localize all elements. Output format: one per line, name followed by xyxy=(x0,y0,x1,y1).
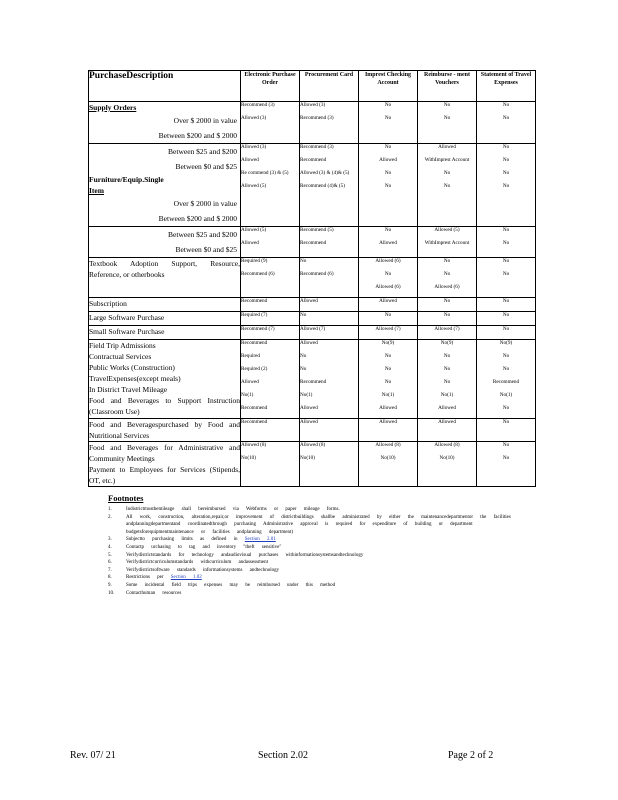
cell-value: Allowed (6) xyxy=(434,284,460,290)
footnote-text: All work, construction, alteration,repair,or improvement of districtbuildings shallbe administrated by either the maintenancedepartmentor the facilities andplanningdepartmentand coordinatedthrough purchasing Administrative approval is required for expenditure of building or department budgetsforequipmentmaintenance or facilities andplanning department) xyxy=(126,514,511,535)
method-cell xyxy=(477,419,536,442)
table-row xyxy=(89,102,536,144)
table-row xyxy=(89,326,536,340)
table-row xyxy=(89,419,536,442)
method-cell xyxy=(418,442,477,487)
cell-value: No xyxy=(384,102,392,108)
cell-value: No xyxy=(300,258,307,264)
method-cell xyxy=(418,227,477,258)
table-row xyxy=(89,258,536,298)
description-line: Textbook Adoption Support, Resource, Reference, or otherbooks xyxy=(89,259,240,279)
cell-value: Allowed xyxy=(241,157,259,163)
cell-value: No xyxy=(502,258,510,264)
footnote-item xyxy=(108,514,535,537)
description-line: Between $25 and $200 xyxy=(168,147,237,156)
method-cell xyxy=(477,227,536,258)
footnotes-section xyxy=(88,493,535,597)
cell-value: No(9) xyxy=(440,340,454,346)
cell-value: Allowed xyxy=(241,379,259,385)
cell-value: Allowed xyxy=(379,419,397,425)
method-cell xyxy=(241,419,300,442)
cell-value: No xyxy=(502,115,510,121)
method-cell xyxy=(418,312,477,326)
header-procurement-card: Procurement Card xyxy=(300,71,359,102)
cell-value: WithImprest Account xyxy=(424,157,470,163)
cell-value: Recommend xyxy=(300,157,327,163)
cell-value: Required xyxy=(241,353,261,359)
method-cell xyxy=(300,340,359,419)
description-line: Payment to Employees for Services (Stipends, OT, etc.) xyxy=(89,465,240,485)
method-cell xyxy=(241,258,300,298)
row-description xyxy=(89,442,241,487)
method-cell xyxy=(359,102,418,144)
cell-value: No xyxy=(502,419,510,425)
footnote-item xyxy=(108,582,535,590)
cell-value: No xyxy=(443,379,451,385)
cell-value: Allowed xyxy=(300,419,318,425)
cell-value: No xyxy=(502,183,510,189)
footnote-number: 2. xyxy=(108,514,112,520)
footnote-text: Verifydistrictsoftware standards informationsystems andtechnology xyxy=(126,567,280,573)
cell-value: No(10) xyxy=(439,455,455,461)
cell-value: Recommend xyxy=(241,405,268,411)
cell-value: Recommend xyxy=(241,419,268,425)
method-cell xyxy=(359,442,418,487)
cell-value: Allowed (7) xyxy=(375,326,401,332)
footnotes-title: Footnotes xyxy=(108,493,144,503)
cell-value: No(1) xyxy=(499,392,513,398)
cell-value: No xyxy=(443,183,451,189)
footnote-item xyxy=(108,590,535,598)
method-cell xyxy=(418,258,477,298)
cell-value: Recommend (4)& (5) xyxy=(300,183,345,189)
cell-value: Allowed xyxy=(379,405,397,411)
table-row xyxy=(89,227,536,258)
method-cell xyxy=(359,312,418,326)
footnote-item xyxy=(108,559,535,567)
cell-value: Re commend (3) & (5) xyxy=(241,170,289,176)
cell-value: No(10) xyxy=(380,455,396,461)
cell-value: Required (9) xyxy=(241,258,268,264)
method-cell xyxy=(359,298,418,312)
method-cell xyxy=(359,326,418,340)
description-line: Food and Beverages to Support Instruction (Classroom Use) xyxy=(89,396,240,416)
cell-value: No xyxy=(502,240,510,246)
cell-value: No xyxy=(384,183,392,189)
method-cell xyxy=(241,102,300,144)
cell-value: No xyxy=(300,353,307,359)
cell-value: No xyxy=(443,353,451,359)
cell-value: Allowed (3) xyxy=(300,102,326,108)
document-page xyxy=(88,70,535,597)
cell-value: Recommend xyxy=(492,379,520,385)
cell-value: No(9) xyxy=(381,340,395,346)
header-purchase-description: PurchaseDescription xyxy=(89,71,241,102)
footnote-number: 3. xyxy=(108,537,112,543)
section-label: Section 2.02 xyxy=(258,750,308,761)
description-line: Field Trip Admissions xyxy=(89,341,156,350)
cell-value: Allowed (8) xyxy=(241,442,267,448)
header-reimbursement-vouchers: Reimburse - ment Vouchers xyxy=(418,71,477,102)
cell-value: No xyxy=(443,366,451,372)
cell-value: No xyxy=(443,271,451,277)
cell-value: No xyxy=(443,102,451,108)
cell-value: Recommend xyxy=(300,240,327,246)
cell-value: No xyxy=(384,170,392,176)
cell-value: Recommend (6) xyxy=(300,271,334,277)
page-number: Page 2 of 2 xyxy=(448,750,494,761)
cell-value: No xyxy=(443,170,451,176)
cell-value: No xyxy=(502,442,510,448)
row-description xyxy=(89,227,241,258)
description-line: Between $200 and $ 2000 xyxy=(158,131,237,140)
cell-value: No xyxy=(502,298,510,304)
method-cell xyxy=(300,102,359,144)
cell-value: No xyxy=(300,312,307,318)
cell-value: WithImprest Account xyxy=(424,240,470,246)
cell-value: Recommend (3) xyxy=(241,102,275,108)
cell-value: No xyxy=(502,455,510,461)
method-cell xyxy=(300,442,359,487)
header-electronic-purchase-order: Electronic Purchase Order xyxy=(241,71,300,102)
cell-value: No xyxy=(502,227,510,233)
method-cell xyxy=(418,326,477,340)
cell-value: No(1) xyxy=(381,392,395,398)
footnote-number: 6. xyxy=(108,560,112,566)
cell-value: Allowed (5) xyxy=(241,227,267,233)
cell-value: Recommend xyxy=(241,340,268,346)
row-description xyxy=(89,340,241,419)
cell-value: No xyxy=(384,144,392,150)
footnote-text: Indistrictmustbemileage shall bereimbursed via Webforms or paper mileage forms. xyxy=(126,507,340,512)
method-cell xyxy=(300,144,359,227)
cell-value: No(1) xyxy=(241,392,254,398)
cell-value: Recommend xyxy=(300,379,327,385)
description-line: Public Works (Construction) xyxy=(89,363,175,372)
method-cell xyxy=(477,312,536,326)
description-line: Large Software Purchase xyxy=(89,313,165,322)
cell-value: Required (2) xyxy=(241,366,268,372)
description-line: Contractual Services xyxy=(89,352,152,361)
cell-value: No xyxy=(502,353,510,359)
description-line: Over $ 2000 in value xyxy=(173,116,237,125)
row-description xyxy=(89,298,241,312)
method-cell xyxy=(359,419,418,442)
cell-value: No xyxy=(502,366,510,372)
cell-value: No xyxy=(384,227,392,233)
method-cell xyxy=(418,298,477,312)
cell-value: Allowed (5) xyxy=(241,183,267,189)
method-cell xyxy=(300,312,359,326)
cell-value: Allowed xyxy=(438,419,456,425)
footnote-number: 7. xyxy=(108,567,112,573)
description-line: TravelExpenses(except meals) xyxy=(89,374,181,383)
method-cell xyxy=(477,102,536,144)
cell-value: Recommend (6) xyxy=(241,271,275,277)
header-statement-of-travel-expenses: Statement of Travel Expenses xyxy=(477,71,536,102)
method-cell xyxy=(300,419,359,442)
row-description xyxy=(89,102,241,144)
method-cell xyxy=(300,298,359,312)
description-line: Food and Beverages for Administrative and Community Meetings xyxy=(89,443,240,463)
method-cell xyxy=(477,144,536,227)
cell-value: No xyxy=(300,366,307,372)
cell-value: Allowed xyxy=(438,405,456,411)
footnote-item xyxy=(108,552,535,560)
table-row xyxy=(89,340,536,419)
description-line: Subscription xyxy=(89,299,127,308)
footnote-item xyxy=(108,567,535,575)
method-cell xyxy=(359,340,418,419)
table-row xyxy=(89,442,536,487)
method-cell xyxy=(241,326,300,340)
method-cell xyxy=(241,442,300,487)
method-cell xyxy=(418,144,477,227)
cell-value: Allowed (8) xyxy=(300,442,326,448)
footnote-text: Contactp urchasing to tag and inventory "theft sensitive" xyxy=(126,544,282,550)
description-line: Small Software Purchase xyxy=(89,327,165,336)
cell-value: Allowed (7) xyxy=(300,326,326,332)
cell-value: No xyxy=(384,271,392,277)
cell-value: Allowed xyxy=(241,240,259,246)
method-cell xyxy=(359,258,418,298)
method-cell xyxy=(477,258,536,298)
row-description xyxy=(89,326,241,340)
revision-label: Rev. 07/ 21 xyxy=(70,750,116,761)
table-row xyxy=(89,144,536,227)
footnote-item xyxy=(108,506,535,514)
cell-value: No xyxy=(384,353,392,359)
cell-value: Allowed (6) xyxy=(375,258,401,264)
cell-value: No xyxy=(502,102,510,108)
method-cell xyxy=(477,442,536,487)
row-description xyxy=(89,419,241,442)
method-cell xyxy=(241,340,300,419)
description-line: Over $ 2000 in value xyxy=(173,199,237,208)
cell-value: Recommend xyxy=(241,298,268,304)
cell-value: Allowed (8) xyxy=(375,442,401,448)
method-cell xyxy=(477,298,536,312)
table-row xyxy=(89,298,536,312)
cell-value: No(1) xyxy=(440,392,454,398)
cell-value: No xyxy=(384,366,392,372)
cell-value: Required (7) xyxy=(241,312,268,318)
cell-value: Allowed xyxy=(379,157,397,163)
description-line: Between $25 and $200 xyxy=(168,230,237,239)
cell-value: No xyxy=(443,312,451,318)
footnote-number: 10. xyxy=(108,590,115,596)
description-line: Between $0 and $25 xyxy=(175,245,237,254)
method-cell xyxy=(241,144,300,227)
cell-value: Allowed (3) & (4)& (5) xyxy=(300,170,350,176)
method-cell xyxy=(477,326,536,340)
footnotes-list xyxy=(108,506,535,597)
cell-value: Allowed xyxy=(300,405,318,411)
method-cell xyxy=(418,419,477,442)
cell-value: Recommend (5) xyxy=(300,227,334,233)
footnote-number: 1. xyxy=(108,507,112,512)
description-line: In District Travel Mileage xyxy=(89,385,168,394)
cell-value: No xyxy=(384,312,392,318)
row-description xyxy=(89,258,241,298)
cell-value: Recommend (3) xyxy=(300,115,334,121)
footnote-item xyxy=(108,536,535,544)
footnote-text: Restrictions per xyxy=(126,575,171,581)
cell-value: Allowed xyxy=(438,144,456,150)
method-cell xyxy=(300,326,359,340)
cell-value: No(1) xyxy=(300,392,313,398)
cell-value: Allowed (5) xyxy=(434,227,460,233)
cell-value: No xyxy=(384,115,392,121)
cell-value: No(9) xyxy=(499,340,513,346)
description-line: Furniture/Equip.Single xyxy=(89,175,164,184)
footnote-text: Contacthuman resources xyxy=(126,590,182,596)
purchase-method-table xyxy=(88,70,536,487)
method-cell xyxy=(241,312,300,326)
method-cell xyxy=(300,258,359,298)
footnote-text: Some incidental field trips expenses may be reimbursed under this method xyxy=(126,582,336,588)
cell-value: Allowed (8) xyxy=(434,442,460,448)
cell-value: No(10) xyxy=(241,455,256,461)
description-line: Supply Orders xyxy=(89,103,137,112)
cell-value: Recommend (7) xyxy=(241,326,275,332)
footnote-number: 4. xyxy=(108,544,112,550)
cell-value: Allowed xyxy=(300,340,318,346)
cell-value: Allowed xyxy=(300,298,318,304)
method-cell xyxy=(241,298,300,312)
cell-value: No xyxy=(502,326,510,332)
method-cell xyxy=(359,227,418,258)
cell-value: No xyxy=(502,144,510,150)
method-cell xyxy=(241,227,300,258)
row-description xyxy=(89,144,241,227)
cell-value: No(10) xyxy=(300,455,315,461)
section-link[interactable]: Section 1.02 xyxy=(170,575,202,581)
table-header-row xyxy=(89,71,536,102)
cell-value: No xyxy=(502,405,510,411)
cell-value: No xyxy=(502,271,510,277)
footnote-item xyxy=(108,574,535,582)
footnote-number: 5. xyxy=(108,552,112,558)
footnote-number: 9. xyxy=(108,582,112,588)
cell-value: No xyxy=(502,157,510,163)
method-cell xyxy=(418,340,477,419)
table-row xyxy=(89,312,536,326)
description-line: Between $0 and $25 xyxy=(175,162,237,171)
cell-value: Allowed xyxy=(379,240,397,246)
cell-value: Recommend (3) xyxy=(300,144,334,150)
header-imprest-checking-account: Imprest Checking Account xyxy=(359,71,418,102)
cell-value: No xyxy=(502,312,510,318)
cell-value: Allowed (6) xyxy=(375,284,401,290)
description-line: Between $200 and $ 2000 xyxy=(158,214,237,223)
cell-value: No xyxy=(384,379,392,385)
method-cell xyxy=(300,227,359,258)
description-line: Item xyxy=(89,186,104,195)
row-description xyxy=(89,312,241,326)
footnote-text: Verifydistrictcurriculumstandards withcurriculum andassessment xyxy=(126,560,268,566)
cell-value: No xyxy=(443,258,451,264)
footnote-item xyxy=(108,544,535,552)
cell-value: No xyxy=(443,115,451,121)
method-cell xyxy=(477,340,536,419)
footnote-number: 8. xyxy=(108,575,112,581)
cell-value: No xyxy=(502,170,510,176)
footnote-text: Subjectto purchasing limits as defined in xyxy=(126,537,245,543)
description-line: Food and Beveragespurchased by Food and Nutritional Services xyxy=(89,420,240,440)
footnote-text: Verifydistrictstandards for technology andaudiovisual purchases withinformationsystemsandtechnology xyxy=(126,552,364,558)
table-body xyxy=(89,102,536,487)
cell-value: Allowed xyxy=(379,298,397,304)
section-link[interactable]: Section 2.01 xyxy=(244,537,276,543)
cell-value: Allowed (3) xyxy=(241,144,267,150)
method-cell xyxy=(359,144,418,227)
cell-value: Allowed (3) xyxy=(241,115,267,121)
cell-value: Allowed (7) xyxy=(434,326,460,332)
method-cell xyxy=(418,102,477,144)
cell-value: No xyxy=(443,298,451,304)
